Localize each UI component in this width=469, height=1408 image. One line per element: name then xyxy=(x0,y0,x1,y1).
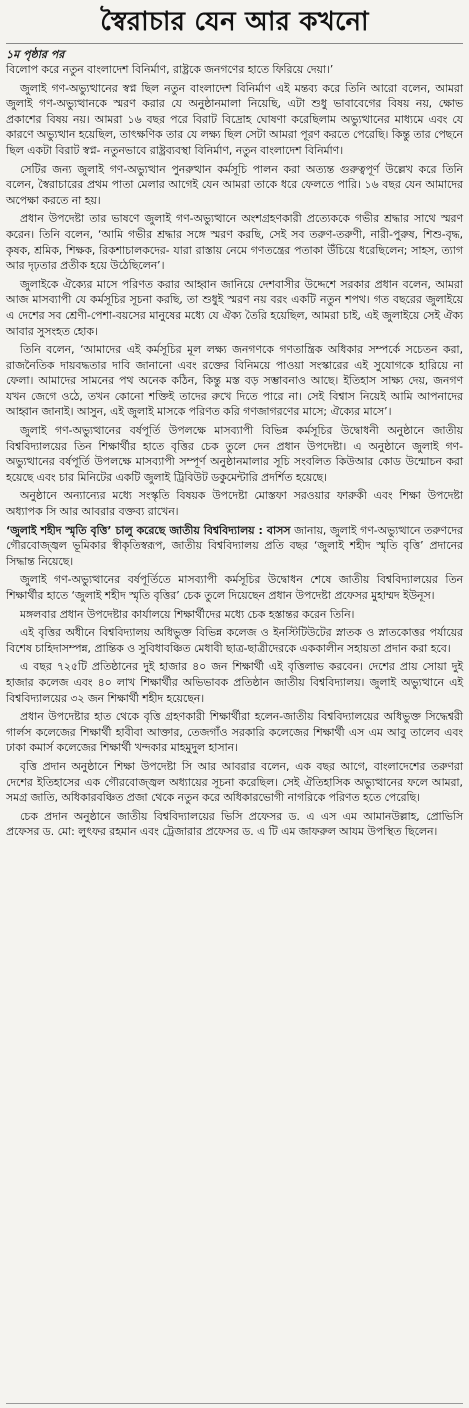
paragraph-9 xyxy=(6,523,463,570)
headline: স্বৈরাচার যেন আর কখনো xyxy=(6,4,463,44)
subheading: ‘জুলাই শহীদ স্মৃতি বৃত্তি’ চালু করেছে জাতীয় বিশ্ববিদ্যালয় : বাসস xyxy=(6,523,291,537)
paragraph-3: সেটির জন্য জুলাই গণ-অভ্যুত্থান পুনরুত্থান কর্মসূচি পালন করা অত্যন্ত গুরুত্বপূর্ণ উল্লেখ করে তিনি বলেন, স্বৈরাচারের প্রথম পাতা মেলার আগেই যেন আমরা তাকে ধরে ফেলতে পারি। ১৬ বছর যেন আমাদের অপেক্ষা করতে না হয়। xyxy=(6,162,463,207)
paragraph-8: অনুষ্ঠানে অন্যান্যের মধ্যে সংস্কৃতি বিষয়ক উপদেষ্টা মোস্তফা সরওয়ার ফারুকী এবং শিক্ষা উপদেষ্টা অধ্যাপক সি আর আবরার বক্তব্য রাখেন। xyxy=(6,489,463,519)
continued-from-label: ১ম পৃষ্ঠার পর xyxy=(6,48,65,61)
paragraph-7: জুলাই গণ-অভ্যুত্থানের বর্ষপূর্তি উপলক্ষে মাসব্যাপী বিভিন্ন কর্মসূচির উদ্বোধনী অনুষ্ঠানে জাতীয় বিশ্ববিদ্যালয়ের তিন শিক্ষার্থীর হাতে বৃত্তির চেক তুলে দেন প্রধান উপদেষ্টা। এ অনুষ্ঠানে জুলাই গণ-অভ্যুত্থানের বর্ষপূর্তি উপলক্ষে মাসব্যাপী সম্পূর্ণ অনুষ্ঠানমালার সূচি সংবলিত কিউআর কোড উন্মোচন করা হয়েছে এবং চার মিনিটের একটি জুলাই ট্রিবিউট ডকুমেন্টারি প্রদর্শিত হয়েছে। xyxy=(6,424,463,484)
paragraph-10: জুলাই গণ-অভ্যুত্থানের বর্ষপূর্তিতে মাসব্যাপী কর্মসূচির উদ্বোধন শেষে জাতীয় বিশ্ববিদ্যালয়ের তিন শিক্ষার্থীর হাতে ‘জুলাই শহীদ স্মৃতি বৃত্তির’ চেক তুলে দিয়েছেন প্রধান উপদেষ্টা প্রফেসর মুহাম্মদ ইউনূস। xyxy=(6,573,463,602)
paragraph-12: এই বৃত্তির অধীনে বিশ্ববিদ্যালয় অধিভুক্ত বিভিন্ন কলেজ ও ইনস্টিটিউটের স্নাতক ও স্নাতকোত্তর পর্যায়ের বিশেষ চাহিদাসম্পন্ন, প্রান্তিক ও সুবিধাবঞ্চিত মেধাবী ছাত্র-ছাত্রীদেরকে এককালীন সহায়তা প্রদান করা হবে। xyxy=(6,626,463,655)
paragraph-13: এ বছর ৭২৫টি প্রতিষ্ঠানের দুই হাজার ৪০ জন শিক্ষার্থী এই বৃত্তিলাভ করবেন। দেশের প্রায় সোয়া দুই হাজার কলেজ এবং ৪০ লাখ শিক্ষার্থীর অভিভাবক প্রতিষ্ঠান জাতীয় বিশ্ববিদ্যালয়। জুলাই অভ্যুত্থানে এই বিশ্ববিদ্যালয়ের ৩২ জন শিক্ষার্থী শহীদ হয়েছেন। xyxy=(6,660,463,705)
paragraph-4: প্রধান উপদেষ্টা তার ভাষণে জুলাই গণ-অভ্যুত্থানে অংশগ্রহণকারী প্রত্যেককে গভীর শ্রদ্ধার সাথে স্মরণ করেন। তিনি বলেন, ‘আমি গভীর শ্রদ্ধার সঙ্গে স্মরণ করছি, সেই সব তরুণ-তরুণী, নারী-পুরুষ, শিশু-বৃদ্ধ, কৃষক, শ্রমিক, শিক্ষক, রিকশাচালকদের- যারা রাস্তায় নেমে গণতন্ত্রের পতাকা উঁচিয়ে ধরেছিলেন; সাহস, ত্যাগ আর দৃঢ়তার প্রতীক হয়ে উঠেছিলেন’। xyxy=(6,212,463,273)
paragraph-6: তিনি বলেন, ‘আমাদের এই কর্মসূচির মূল লক্ষ্য জনগণকে গণতান্ত্রিক অধিকার সম্পর্কে সচেতন করা, রাজনৈতিক দায়বদ্ধতার দাবি জানানো এবং রক্তের বিনিময়ে পাওয়া সংস্কারের এই সুযোগকে হারিয়ে না ফেলা। আমাদের সামনের পথ অনেক কঠিন, কিন্তু মস্ত বড় সম্ভাবনাও আছে। ইতিহাস সাক্ষ্য দেয়, জনগণ যখন জেগে ওঠে, তখন কোনো শক্তিই তাদের রুখে দিতে পারে না। সেই বিশ্বাস নিয়েই আমি আপনাদের আহ্বান জানাই। আসুন, এই জুলাই মাসকে পরিণত করি গণজাগরণের মাসে; ঐক্যের মাসে’। xyxy=(6,343,463,419)
paragraph-9-text: জানায়, জুলাই গণ-অভ্যুত্থানে তরুণদের গৌরবোজ্জ্বল ভূমিকার স্বীকৃতিস্বরূপ, জাতীয় বিশ্ববিদ্যালয় প্রতি বছর ‘জুলাই শহীদ স্মৃতি বৃত্তি’ প্রদানের সিদ্ধান্ত নিয়েছে। xyxy=(6,523,463,568)
paragraph-11: মঙ্গলবার প্রধান উপদেষ্টার কার্যালয়ে শিক্ষার্থীদের মধ্যে চেক হস্তান্তর করেন তিনি। xyxy=(20,607,355,621)
paragraph-5: জুলাইকে ঐক্যের মাসে পরিণত করার আহ্বান জানিয়ে দেশবাসীর উদ্দেশে সরকার প্রধান বলেন, আমরা আজ মাসব্যাপী যে কর্মসূচির সূচনা করছি, তা শুধুই স্মরণ নয় বরং একটি নতুন শপথ। গত বছরের জুলাইয়ে এ দেশের সব শ্রেণী-পেশা-বয়সের মানুষের মধ্যে যে ঐক্য তৈরি হয়েছিল, আমরা চাই, এই জুলাইয়ে সেই ঐক্য আবার সুসংহত হোক। xyxy=(6,277,463,338)
paragraph-15: বৃত্তি প্রদান অনুষ্ঠানে শিক্ষা উপদেষ্টা সি আর আবরার বলেন, এক বছর আগে, বাংলাদেশের তরুণরা দেশের ইতিহাসের এক গৌরবোজ্জ্বল অধ্যায়ের সূচনা করেছিল। সেই ঐতিহাসিক অভ্যুত্থানের ফলে আমরা, সমগ্র জাতি, অধিকারবঞ্চিত প্রজা থেকে নতুন করে অধিকারভোগী নাগরিকে পরিণত হতে পেরেছি। xyxy=(6,759,463,805)
bottom-divider xyxy=(6,1403,463,1404)
article-body xyxy=(6,62,463,840)
paragraph-1: বিলোপ করে নতুন বাংলাদেশ বিনির্মাণ, রাষ্ট্রকে জনগণের হাতে ফিরিয়ে দেয়া।’ xyxy=(6,63,334,76)
paragraph-16: চেক প্রদান অনুষ্ঠানে জাতীয় বিশ্ববিদ্যালয়ের ভিসি প্রফেসর ড. এ এস এম আমানউল্লাহ, প্রোভিসি প্রফেসর ড. মো: লুৎফর রহমান এবং ট্রেজারার প্রফেসর ড. এ টি এম জাফরুল আযম উপস্থিত ছিলেন। xyxy=(6,809,463,839)
paragraph-14: প্রধান উপদেষ্টার হাত থেকে বৃত্তি গ্রহণকারী শিক্ষার্থীরা হলেন-জাতীয় বিশ্ববিদ্যালয়ের অধিভুক্ত সিদ্ধেশ্বরী গার্লস কলেজের শিক্ষার্থী হাবীবা আক্তার, তেজগাঁও সরকারি কলেজের শিক্ষার্থী এস এম আবু তালেব এবং ঢাকা কমার্স কলেজের শিক্ষার্থী খন্দকার মাহমুদুল হাসান। xyxy=(6,710,463,755)
paragraph-2: জুলাই গণ-অভ্যুত্থানের স্বপ্ন ছিল নতুন বাংলাদেশ বিনির্মাণ এই মন্তব্য করে তিনি আরো বলেন, আমরা জুলাই গণ-অভ্যুত্থানকে স্মরণ করার যে অনুষ্ঠানমালা নিয়েছি, এটা শুধু ভাবাবেগের বিষয় নয়, ক্ষোভ প্রকাশের বিষয় নয়। আমরা ১৬ বছর পরে বিরাট বিদ্রোহ ঘোষণা করেছিলাম অভ্যুত্থানের মাধ্যমে এবং যে কারণে অভ্যুত্থান হয়েছিল, তাৎক্ষণিক তার যে লক্ষ্য ছিল সেটা আমরা পূরণ করতে পেরেছি। কিন্তু তার পেছনে ছিল একটা বিরাট স্বপ্ন- নতুনভাবে রাষ্ট্রব্যবস্থা বিনির্মাণ, নতুন বাংলাদেশ বিনির্মাণ। xyxy=(6,81,463,157)
